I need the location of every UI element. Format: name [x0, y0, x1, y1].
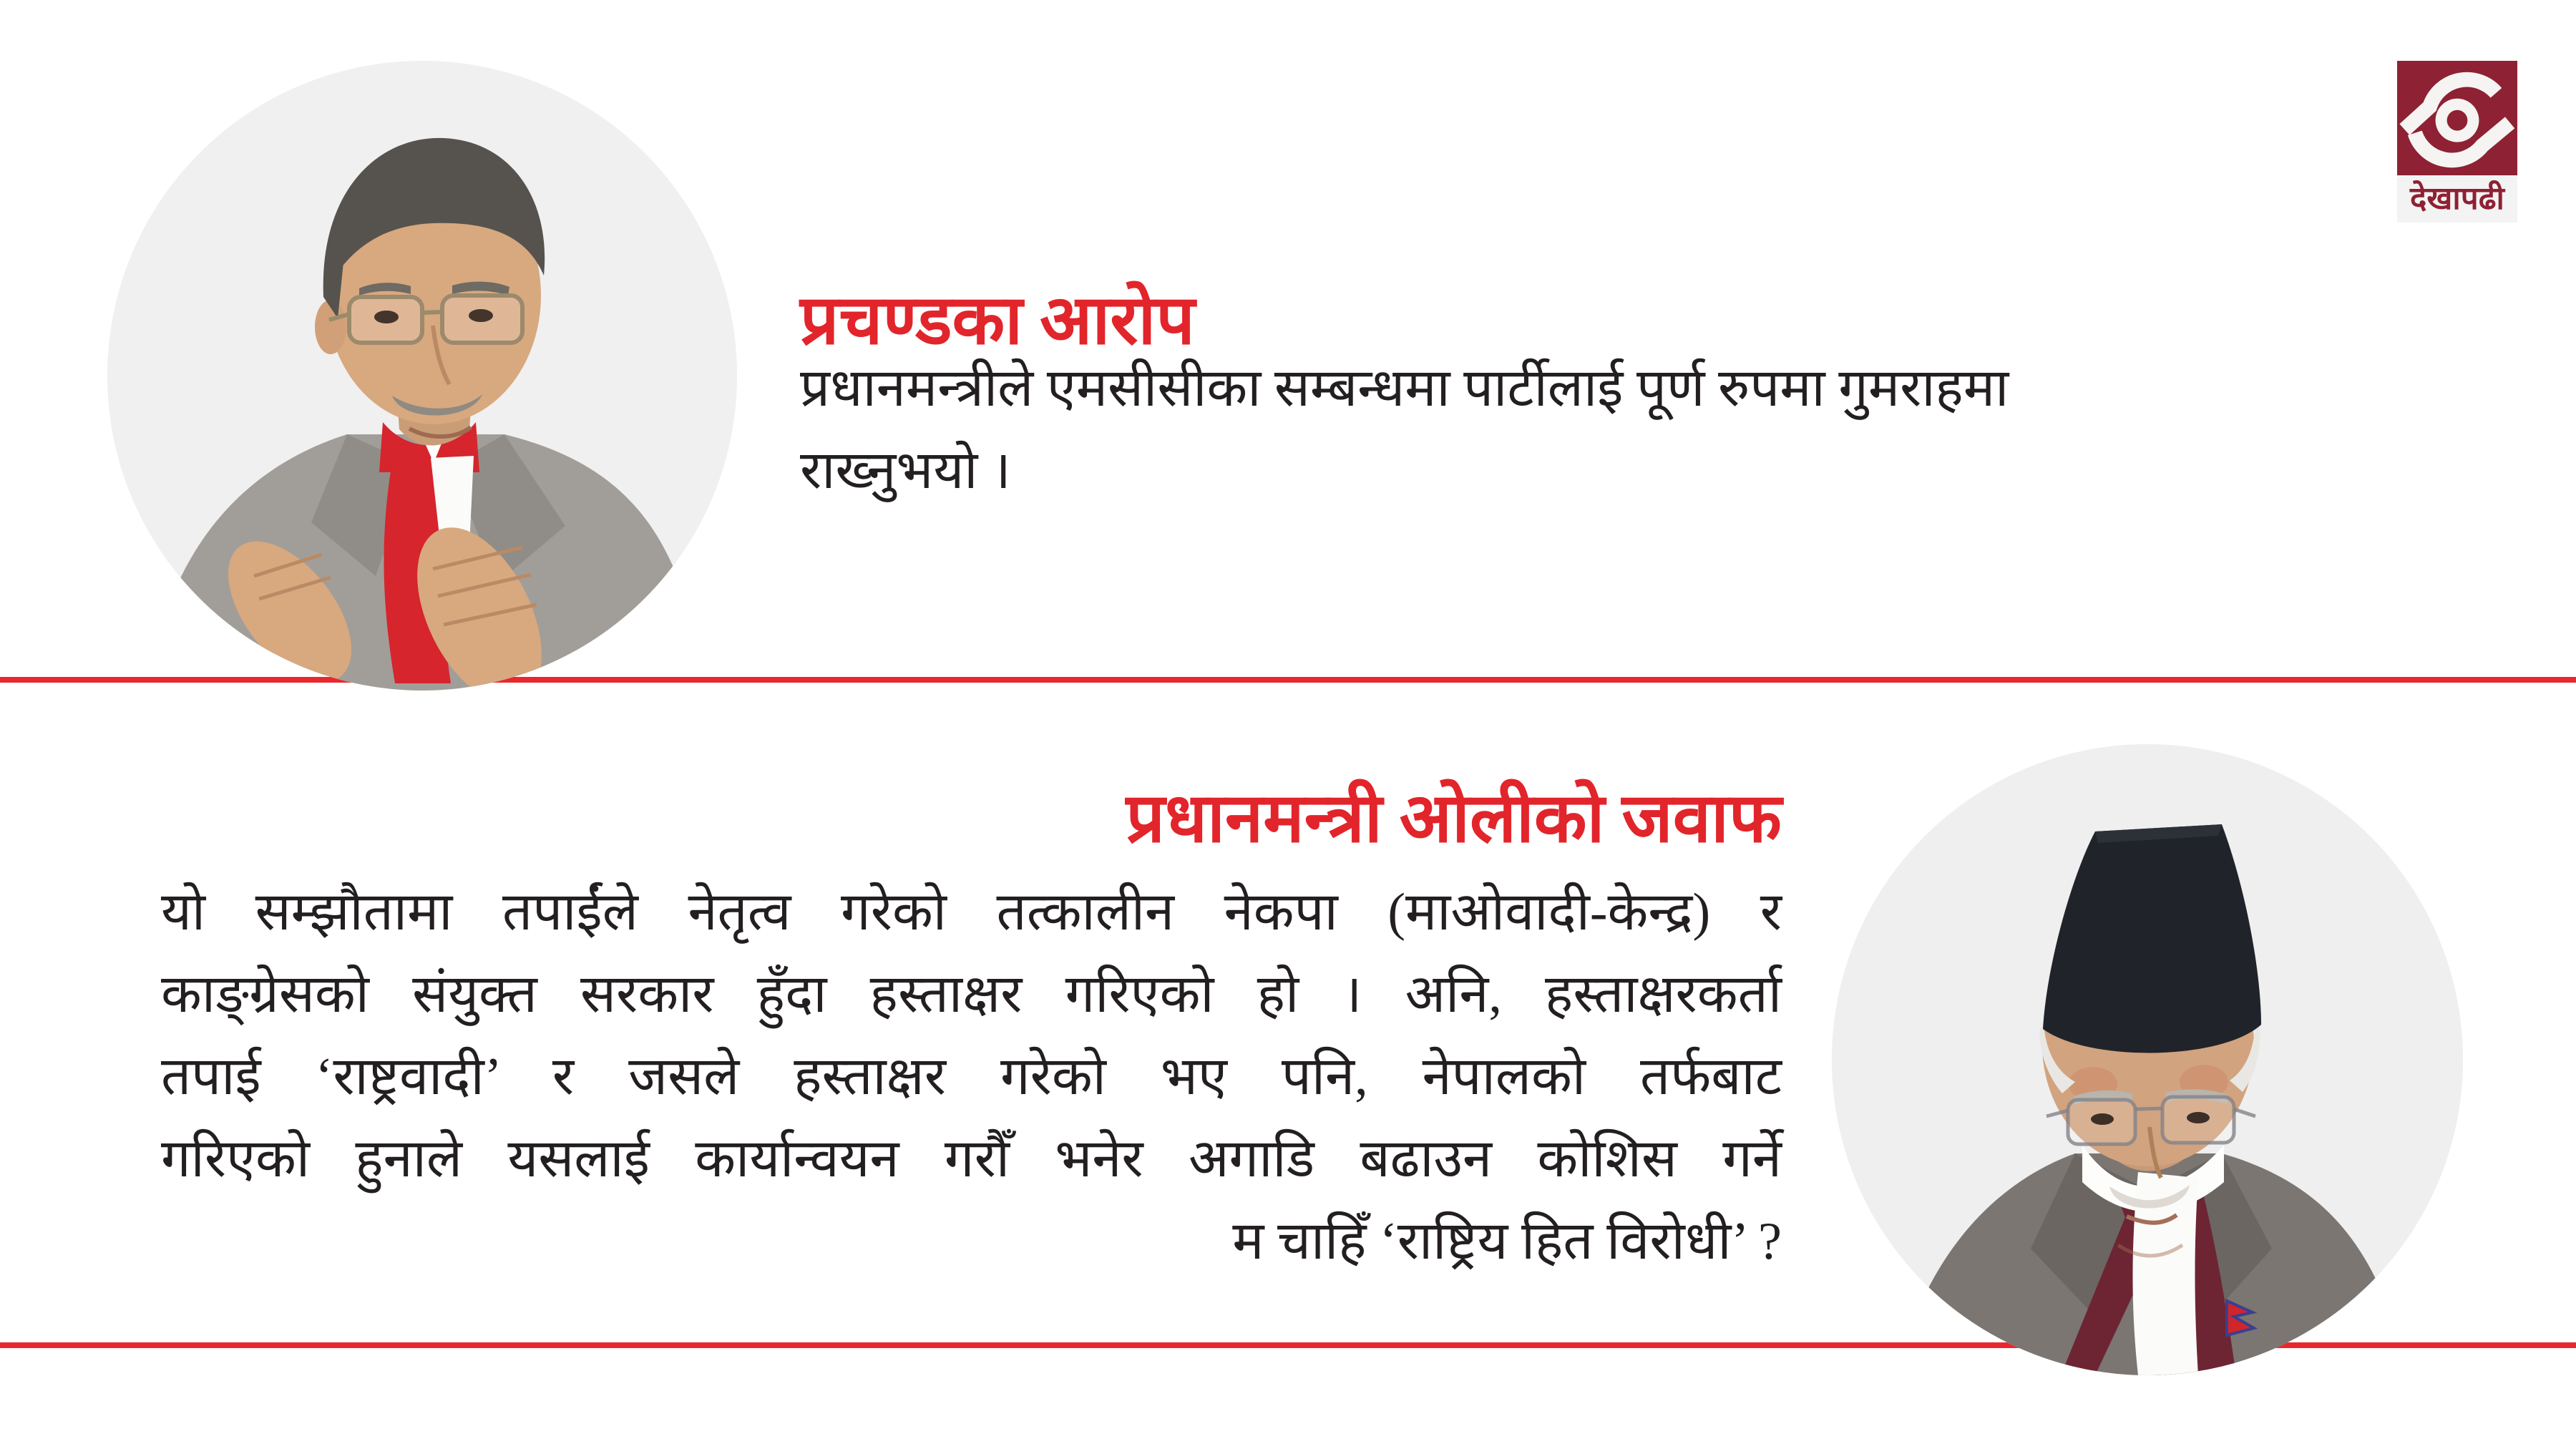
oli-photo: [1832, 744, 2463, 1375]
logo-wordmark-band: [2397, 175, 2517, 223]
accusation-text: [800, 348, 2253, 512]
prachanda-portrait-icon: [107, 61, 737, 691]
accusation-line-1: प्रधानमन्त्रीले एमसीसीका सम्बन्धमा पार्टीलाई पूर्ण रुपमा गुमराहमा: [800, 359, 2009, 418]
dekhapadhi-logo: [2397, 61, 2517, 223]
prachanda-photo: [107, 61, 737, 691]
answer-line-3: तपाई ‘राष्ट्रवादी’ र जसले हस्ताक्षर गरेको भए पनि, नेपालको तर्फबाट: [161, 1048, 1782, 1106]
answer-heading: प्रधानमन्त्री ओलीको जवाफ: [1126, 780, 1782, 857]
logo-wordmark: देखापढी: [2410, 181, 2504, 216]
answer-line-1: यो सम्झौतामा तपाईंले नेतृत्व गरेको तत्कालीन नेकपा (माओवादी-केन्द्र) र: [161, 883, 1782, 942]
accusation-line-2: राख्नुभयो ।: [800, 441, 1011, 500]
answer-line-2: काङ्ग्रेसको संयुक्त सरकार हुँदा हस्ताक्षर गरिएको हो । अनि, हस्ताक्षरकर्ता: [161, 965, 1782, 1024]
oli-portrait-icon: [1832, 744, 2463, 1375]
answer-text: [161, 872, 1782, 1283]
answer-line-4: गरिएको हुनाले यसलाई कार्यान्वयन गरौँ भनेर अगाडि बढाउन कोशिस गर्ने: [161, 1130, 1782, 1189]
answer-line-5: म चाहिँ ‘राष्ट्रिय हित विरोधी’ ?: [1232, 1212, 1782, 1271]
eye-logo-icon: [2397, 61, 2517, 175]
accusation-heading: प्रचण्डका आरोप: [800, 282, 1195, 358]
